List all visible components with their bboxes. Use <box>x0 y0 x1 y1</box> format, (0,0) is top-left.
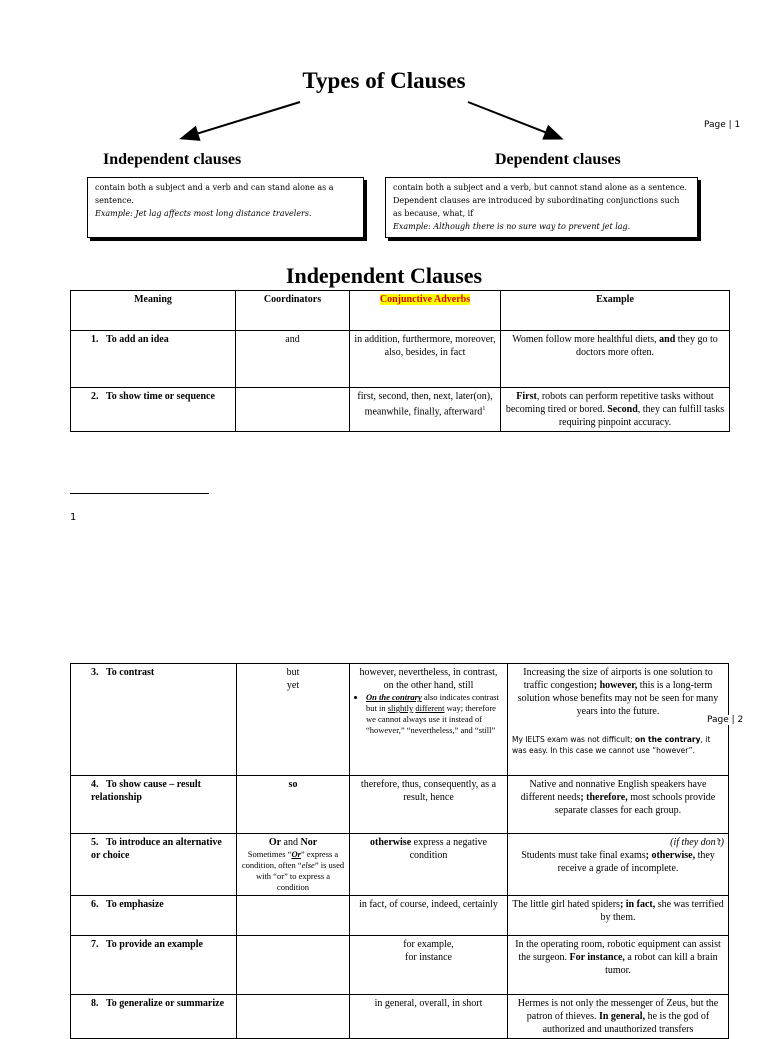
section-title: Independent Clauses <box>285 263 483 288</box>
table-row <box>71 388 730 432</box>
footnote-number: 1 <box>70 512 77 523</box>
row-adverbs: in fact, of course, indeed, certainly <box>350 896 508 936</box>
row-example: Women follow more healthful diets, and they go to doctors more often. <box>501 331 730 388</box>
table-row <box>71 664 729 776</box>
row-adverbs: otherwise express a negative condition <box>350 834 508 896</box>
dependent-conjunctions: Dependent clauses are introduced by subordinating conjunctions such as because, what, if <box>393 196 680 218</box>
row-example: Increasing the size of airports is one solution to traffic congestion; however, this is a long-term solution whose benefits may not be seen for many years into the future. My IELTS exam was not difficult; on the contrary, it was easy. In this case we cannot use “however”. <box>508 664 729 776</box>
footnote-rule <box>70 493 209 494</box>
left-arrow <box>183 102 300 138</box>
footnote-ref: 1 <box>482 406 486 412</box>
row-example: Native and nonnative English speakers have different needs; therefore, most schools provide separate classes for each group. <box>508 776 729 834</box>
dependent-definition-box <box>385 177 698 238</box>
header-coordinators: Coordinators <box>236 291 350 331</box>
dependent-example: Example: Although there is no sure way to prevent jet lag. <box>393 222 631 231</box>
row-coordinators: Or and Nor Sometimes “Or” express a condition, often “else” is used with “or” to express a condition <box>237 834 350 896</box>
independent-heading: Independent clauses <box>103 151 242 168</box>
row-coordinators: and <box>236 331 350 388</box>
contrary-example: My IELTS exam was not difficult; on the contrary, it was easy. In this case we cannot use “however”. <box>512 735 711 755</box>
table-row <box>71 834 729 896</box>
clauses-table-page2 <box>70 663 729 1039</box>
row-meaning: 3. To contrast <box>71 664 237 776</box>
row-meaning: 2. To show time or sequence <box>71 388 236 432</box>
contrary-note: • On the contrary also indicates contrast but in slightly different way; therefore we cannot always use it instead of “however,” “nevertheless,” and “still” <box>354 692 503 736</box>
table-row <box>71 936 729 995</box>
table-row <box>71 331 730 388</box>
right-arrow <box>468 102 560 138</box>
row-coordinators <box>237 896 350 936</box>
page-title: Types of Clauses <box>302 68 466 93</box>
row-adverbs: for example, for instance <box>350 936 508 995</box>
row-example: In the operating room, robotic equipment can assist the surgeon. For instance, a robot can kill a brain tumor. <box>508 936 729 995</box>
row-adverbs: first, second, then, next, later(on), meanwhile, finally, afterward$^1$ <box>350 388 501 432</box>
row-coordinators <box>237 995 350 1039</box>
row-example: Hermes is not only the messenger of Zeus, but the patron of thieves. In general, he is the god of authorized and unauthorized transfers <box>508 995 729 1039</box>
row-meaning: 5. To introduce an alternative or choice <box>71 834 237 896</box>
row-adverbs: therefore, thus, consequently, as a result, hence <box>350 776 508 834</box>
dependent-heading: Dependent clauses <box>495 151 621 168</box>
row-example: First, robots can perform repetitive tasks without becoming tired or bored. Second, they can fulfill tasks requiring pinpoint accuracy. <box>501 388 730 432</box>
row-coordinators: so <box>237 776 350 834</box>
row-example: The little girl hated spiders; in fact, she was terrified by them. <box>508 896 729 936</box>
clauses-table-page1 <box>70 290 730 432</box>
header-conjunctive-adverbs: Conjunctive Adverbs <box>350 291 501 331</box>
independent-definition-box <box>87 177 364 238</box>
row-adverbs: in general, overall, in short <box>350 995 508 1039</box>
row-coordinators <box>237 936 350 995</box>
row-meaning: 6. To emphasize <box>71 896 237 936</box>
row-meaning: 8. To generalize or summarize <box>71 995 237 1039</box>
branch-arrows <box>0 0 768 150</box>
row-adverbs: however, nevertheless, in contrast, on the other hand, still • On the contrary also indicates contrast but in slightly different way; therefore we cannot always use it instead of “however,” “nevertheless,” and “still” <box>350 664 508 776</box>
row-example: (if they don’t) Students must take final exams; otherwise, they receive a grade of incomplete. <box>508 834 729 896</box>
row-coordinators: but yet <box>237 664 350 776</box>
table-row <box>71 776 729 834</box>
header-meaning: Meaning <box>71 291 236 331</box>
table-header-row <box>71 291 730 331</box>
independent-definition: contain both a subject and a verb and can stand alone as a sentence. <box>95 183 334 205</box>
page-number-1: Page | 1 <box>704 120 741 130</box>
dependent-definition: contain both a subject and a verb, but cannot stand alone as a sentence. <box>393 183 688 192</box>
table-row <box>71 995 729 1039</box>
row-adverbs: in addition, furthermore, moreover, also, besides, in fact <box>350 331 501 388</box>
row-meaning: 1. To add an idea <box>71 331 236 388</box>
row-meaning: 7. To provide an example <box>71 936 237 995</box>
header-example: Example <box>501 291 730 331</box>
row-meaning: 4. To show cause – result relationship <box>71 776 237 834</box>
table-row <box>71 896 729 936</box>
independent-example: Example: Jet lag affects most long distance travelers. <box>95 209 312 218</box>
page-number-2: Page | 2 <box>707 715 744 725</box>
row-coordinators <box>236 388 350 432</box>
